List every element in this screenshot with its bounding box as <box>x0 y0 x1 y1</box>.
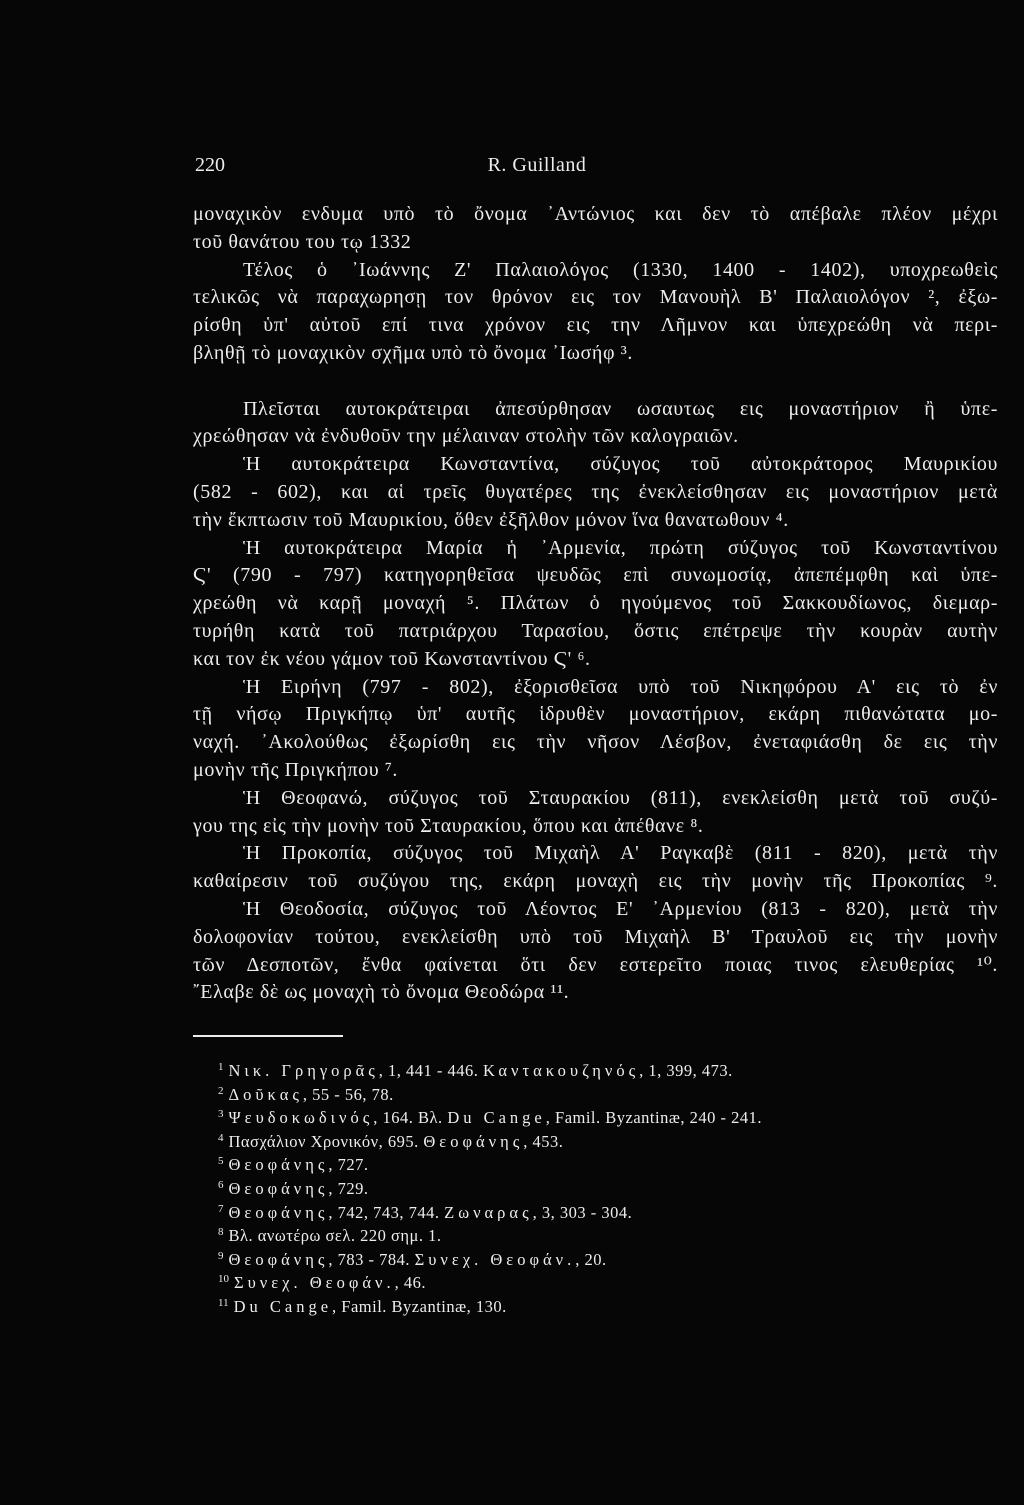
footnote-number: 1 <box>218 1061 224 1073</box>
paragraph-first-line: Πλεῖσται αυτοκράτειραι ἀπεσύρθησαν ωσαυτως εις μοναστήριον ἢ ὑπε- <box>243 397 998 420</box>
text-line: τελικῶς νὰ παραχωρησῃ τον θρόνον εις τον Μανουὴλ Β' Παλαιολόγον ², ἐξω- <box>193 286 998 309</box>
footnote <box>218 1245 978 1269</box>
footnote-text: , 453. <box>523 1131 564 1151</box>
footnote-source: Du Cange <box>447 1108 546 1127</box>
footnote-number: 4 <box>218 1131 224 1144</box>
footnote-text: , 783 - 784. <box>328 1249 415 1269</box>
paragraph-first-line: Ἡ Θεοδοσία, σύζυγος τοῦ Λέοντος Ε' ᾿Αρμενίου (813 - 820), μετὰ τὴν <box>243 897 998 920</box>
paragraph-first-line: Ἡ Θεοφανώ, σύζυγος τοῦ Σταυρακίου (811), ενεκλείσθη μετὰ τοῦ συζύ- <box>243 786 998 809</box>
footnote-text: , 55 - 56, 78. <box>302 1084 394 1104</box>
text-line: γου της εἰς τὴν μονὴν τοῦ Σταυρακίου, ὅπου και ἀπέθανε ⁸. <box>193 814 704 837</box>
footnote-separator <box>193 1035 343 1037</box>
text-line: ῎Ελαβε δὲ ως μοναχὴ τὸ ὄνομα Θεοδώρα ¹¹. <box>193 981 570 1004</box>
text-line: ναχή. ᾿Ακολούθως ἐξωρίσθη εις τὴν νῆσον Λέσβον, ἐνεταφιάσθη δε εις τὴν <box>193 731 998 754</box>
footnote-source: Ζωναρας <box>444 1202 533 1222</box>
paragraph-first-line: Ἡ Ειρήνη (797 - 802), ἐξορισθεῖσα υπὸ τοῦ Νικηφόρου Α' εις τὸ ἐν <box>243 675 998 698</box>
text-line: μοναχικὸν ενδυμα υπὸ τὸ ὄνομα ᾿Αντώνιος και δεν τὸ απέβαλε πλέον μέχρι <box>193 203 998 225</box>
footnote-source: Καντακουζηνός <box>483 1061 640 1080</box>
footnote-source: Θεοφάνης <box>228 1178 329 1198</box>
footnote-number: 3 <box>218 1108 224 1121</box>
footnote-text: , Famil. Byzantinæ, 130. <box>332 1296 507 1316</box>
footnote <box>218 1268 978 1292</box>
footnote <box>218 1198 978 1222</box>
footnote-source: Ψευδοκωδινός <box>228 1108 374 1127</box>
footnote <box>218 1080 978 1104</box>
text-line: ρίσθη ὑπ' αὐτοῦ επί τινα χρόνον εις την Λῆμνον και ὑπεχρεώθη νὰ περι- <box>193 314 998 337</box>
footnote-text: Πασχάλιον Χρονικόν, 695. <box>228 1131 424 1151</box>
running-head-author: R. Guilland <box>487 154 587 176</box>
footnote-source: Θεοφάνης <box>423 1131 524 1151</box>
paragraph-first-line: Ἡ Προκοπία, σύζυγος τοῦ Μιχαὴλ Α' Ραγκαβὲ (811 - 820), μετὰ τὴν <box>243 842 998 865</box>
footnote-text: , 164. Βλ. <box>373 1108 448 1127</box>
footnote-number: 2 <box>218 1084 224 1097</box>
footnote-number: 9 <box>218 1249 224 1262</box>
footnote-source: Συνεχ. Θεοφάν. <box>414 1249 576 1269</box>
footnote-text: , 1, 399, 473. <box>639 1061 733 1080</box>
footnote-text: , 20. <box>575 1249 607 1269</box>
text-line: και τον ἐκ νέου γάμον τοῦ Κωνσταντίνου Ϛ' ⁶. <box>193 647 591 670</box>
footnote-text: Βλ. ανωτέρω σελ. 220 σημ. 1. <box>228 1226 442 1245</box>
footnote <box>218 1056 978 1080</box>
text-line: βληθῇ τὸ μοναχικὸν σχῆμα υπὸ τὸ ὄνομα ᾿Ιωσήφ ³. <box>193 341 633 364</box>
footnote-source: Δοῦκας <box>228 1084 303 1104</box>
text-line: καθαίρεσιν τοῦ συζύγου της, εκάρη μοναχὴ εις τὴν μονὴν τῆς Προκοπίας ⁹. <box>193 870 998 893</box>
footnote-source: Θεοφάνης <box>228 1155 329 1174</box>
footnote-source: Θεοφάνης <box>228 1249 329 1269</box>
footnote-text: , 46. <box>394 1273 426 1292</box>
text-line: τῇ νήσῳ Πριγκήπῳ ὑπ' αυτῆς ἱδρυθὲν μοναστήριον, εκάρη πιθανώτατα μο- <box>193 703 998 726</box>
text-line: χρεώθη νὰ καρῇ μοναχή ⁵. Πλάτων ὁ ηγούμενος τοῦ Σακκουδίωνος, διεμαρ- <box>193 592 998 615</box>
paragraph-first-line: Ἡ αυτοκράτειρα Μαρία ἡ ᾿Αρμενία, πρώτη σύζυγος τοῦ Κωνσταντίνου <box>243 536 998 559</box>
footnote-number: 7 <box>218 1202 224 1215</box>
footnote <box>218 1127 978 1151</box>
text-line: τὴν ἔκπτωσιν τοῦ Μαυρικίου, ὅθεν ἐξῆλθον μόνον ἵνα θανατωθουν ⁴. <box>193 508 789 531</box>
paragraph-first-line: Τέλος ὁ ᾿Ιωάννης Ζ' Παλαιολόγος (1330, 1400 - 1402), υποχρεωθεὶς <box>243 258 998 281</box>
paragraph-gap <box>193 368 998 396</box>
footnote-text: , 727. <box>328 1155 369 1174</box>
footnote-number: 5 <box>218 1155 224 1168</box>
footnote-number: 11 <box>218 1296 229 1309</box>
footnote-source: Du Cange <box>233 1296 333 1316</box>
text-line: μονὴν τῆς Πριγκήπου ⁷. <box>193 758 399 781</box>
text-line: δολοφονίαν τούτου, ενεκλείσθη υπὸ τοῦ Μιχαὴλ Β' Τραυλοῦ εις τὴν μονὴν <box>193 925 998 948</box>
footnote <box>218 1221 978 1245</box>
paragraph-first-line: Ἡ αυτοκράτειρα Κωνσταντίνα, σύζυγος τοῦ αὐτοκράτορος Μαυρικίου <box>243 453 998 476</box>
footnote <box>218 1292 978 1316</box>
footnote <box>218 1174 978 1198</box>
text-line: Ϛ' (790 - 797) κατηγορηθεῖσα ψευδῶς επὶ συνωμοσίᾳ, ἀπεπέμφθη καὶ ὑπε- <box>193 564 998 587</box>
footnote-source: Συνεχ. Θεοφάν. <box>234 1273 395 1292</box>
page-number: 220 <box>195 154 225 176</box>
body-text <box>193 201 998 1007</box>
text-line: τῶν Δεσποτῶν, ἔνθα φαίνεται ὅτι δεν εστερεῖτο ποιας τινος ελευθερίας ¹⁰. <box>193 953 998 976</box>
footnote-text: , Famil. Byzantinæ, 240 - 241. <box>545 1108 762 1127</box>
footnote-number: 10 <box>218 1273 229 1286</box>
footnote <box>218 1103 978 1127</box>
footnote-text: , 729. <box>328 1178 369 1198</box>
text-line: τυρήθη κατὰ τοῦ πατριάρχου Ταρασίου, ὅστις επέτρεψε τὴν κουρὰν αυτὴν <box>193 619 998 642</box>
footnote-number: 8 <box>218 1226 224 1239</box>
footnote-text: , 1, 441 - 446. <box>378 1061 484 1080</box>
text-line: χρεώθησαν νὰ ἐνδυθοῦν την μέλαιναν στολὴν τῶν καλογραιῶν. <box>193 425 739 448</box>
footnote-source: Θεοφάνης <box>228 1202 329 1222</box>
footnote <box>218 1150 978 1174</box>
footnote-text: , 742, 743, 744. <box>328 1202 445 1222</box>
text-line: τοῦ θανάτου του τῳ 1332 <box>193 230 412 253</box>
footnote-number: 6 <box>218 1178 224 1191</box>
footnote-text: , 3, 303 - 304. <box>532 1202 633 1222</box>
footnotes <box>218 1056 978 1316</box>
footnote-source: Νικ. Γρηγορᾶς <box>228 1061 379 1080</box>
text-line: (582 - 602), και αἱ τρεῖς θυγατέρες της ἐνεκλείσθησαν εις μοναστήριον μετὰ <box>193 480 998 503</box>
